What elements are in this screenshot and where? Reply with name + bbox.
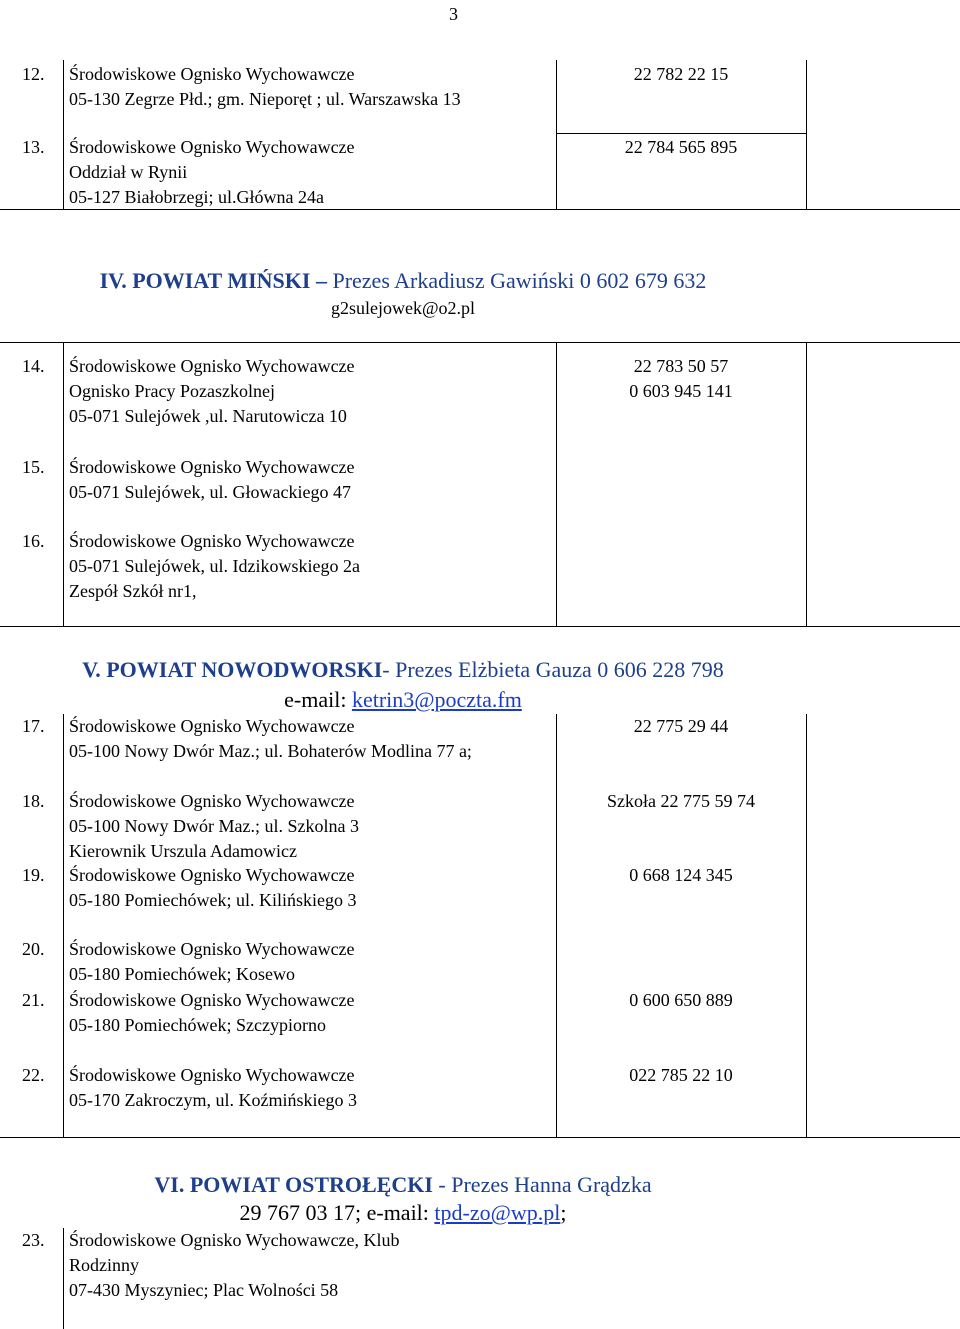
institution-name: Środowiskowe Ognisko Wychowawcze	[69, 990, 355, 1010]
row-number: 15.	[22, 457, 45, 477]
institution-detail: 05-071 Sulejówek, ul. Idzikowskiego 2a	[69, 556, 360, 576]
institution-name: Środowiskowe Ognisko Wychowawcze	[69, 137, 355, 157]
row-number: 22.	[22, 1065, 45, 1085]
institution-detail: 05-180 Pomiechówek; Szczypiorno	[69, 1015, 326, 1035]
institution-detail: Ognisko Pracy Pozaszkolnej	[69, 381, 275, 401]
institution-detail: 05-180 Pomiechówek; Kosewo	[69, 964, 295, 984]
section-chair: - Prezes Elżbieta Gauza 0 606 228 798	[382, 657, 724, 682]
row-number: 23.	[22, 1230, 45, 1250]
page-number: 3	[449, 4, 458, 24]
phone-number: 22 783 50 57	[633, 356, 729, 376]
institution-detail: 05-100 Nowy Dwór Maz.; ul. Szkolna 3	[69, 816, 359, 836]
institution-name: Środowiskowe Ognisko Wychowawcze, Klub	[69, 1230, 400, 1250]
institution-detail: Kierownik Urszula Adamowicz	[69, 841, 297, 861]
section-email-minski: g2sulejowek@o2.pl	[330, 298, 476, 318]
section-heading-minski: IV. POWIAT MIŃSKI – Prezes Arkadiusz Gawiński 0 602 679 632	[99, 268, 707, 293]
institution-detail: 05-130 Zegrze Płd.; gm. Nieporęt ; ul. Warszawska 13	[69, 89, 461, 109]
institution-detail: 05-127 Białobrzegi; ul.Główna 24a	[69, 187, 324, 207]
row-number: 14.	[22, 356, 45, 376]
institution-name: Środowiskowe Ognisko Wychowawcze	[69, 865, 355, 885]
institution-detail: 05-180 Pomiechówek; ul. Kilińskiego 3	[69, 890, 357, 910]
section-label: V. POWIAT NOWODWORSKI	[82, 657, 383, 682]
row-number: 20.	[22, 939, 45, 959]
institution-name: Środowiskowe Ognisko Wychowawcze	[69, 939, 355, 959]
row-number: 12.	[22, 64, 45, 84]
section-chair: - Prezes Hanna Grądzka	[432, 1172, 652, 1197]
phone-number: 022 785 22 10	[629, 1065, 733, 1085]
section-label: VI. POWIAT OSTROŁĘCKI	[154, 1172, 433, 1197]
section-label: IV. POWIAT MIŃSKI	[99, 268, 311, 293]
section-heading-nowodworski	[0, 657, 806, 683]
row-number: 21.	[22, 990, 45, 1010]
institution-detail: Oddział w Rynii	[69, 162, 188, 182]
institution-detail: 05-071 Sulejówek, ul. Głowackiego 47	[69, 482, 351, 502]
institution-detail: 07-430 Myszyniec; Plac Wolności 58	[69, 1280, 339, 1300]
row-number: 18.	[22, 791, 45, 811]
institution-detail: 05-100 Nowy Dwór Maz.; ul. Bohaterów Modlina 77 a;	[69, 741, 472, 761]
phone-number: Szkoła 22 775 59 74	[607, 791, 755, 811]
institution-name: Środowiskowe Ognisko Wychowawcze	[69, 64, 355, 84]
row-number: 13.	[22, 137, 45, 157]
institution-name: Środowiskowe Ognisko Wychowawcze	[69, 356, 355, 376]
institution-name: Środowiskowe Ognisko Wychowawcze	[69, 791, 355, 811]
section-contact-ostrolecki: 29 767 03 17; e-mail: tpd-zo@wp.pl;	[239, 1200, 567, 1225]
row-number: 17.	[22, 716, 45, 736]
phone-number: 22 782 22 15	[633, 64, 729, 84]
section-chair: Prezes Arkadiusz Gawiński 0 602 679 632	[332, 268, 707, 293]
institution-name: Środowiskowe Ognisko Wychowawcze	[69, 531, 355, 551]
email-link[interactable]: ketrin3@poczta.fm	[351, 687, 522, 712]
section-heading-ostrolecki	[0, 1172, 806, 1198]
institution-detail: Rodzinny	[69, 1255, 139, 1275]
institution-detail: 05-071 Sulejówek ,ul. Narutowicza 10	[69, 406, 347, 426]
row-number: 19.	[22, 865, 45, 885]
phone-number: 22 775 29 44	[633, 716, 729, 736]
institution-detail: 05-170 Zakroczym, ul. Koźmińskiego 3	[69, 1090, 357, 1110]
institution-name: Środowiskowe Ognisko Wychowawcze	[69, 716, 355, 736]
institution-name: Środowiskowe Ognisko Wychowawcze	[69, 1065, 355, 1085]
email-link[interactable]: tpd-zo@wp.pl	[434, 1200, 561, 1225]
row-number: 16.	[22, 531, 45, 551]
phone-number: 22 784 565 895	[624, 137, 738, 157]
phone-number: 0 600 650 889	[629, 990, 733, 1010]
section-email-nowodworski: e-mail: ketrin3@poczta.fm	[284, 687, 522, 712]
phone-number: 0 603 945 141	[629, 381, 733, 401]
phone-number: 0 668 124 345	[629, 865, 733, 885]
institution-detail: Zespół Szkół nr1,	[69, 581, 197, 601]
institution-name: Środowiskowe Ognisko Wychowawcze	[69, 457, 355, 477]
